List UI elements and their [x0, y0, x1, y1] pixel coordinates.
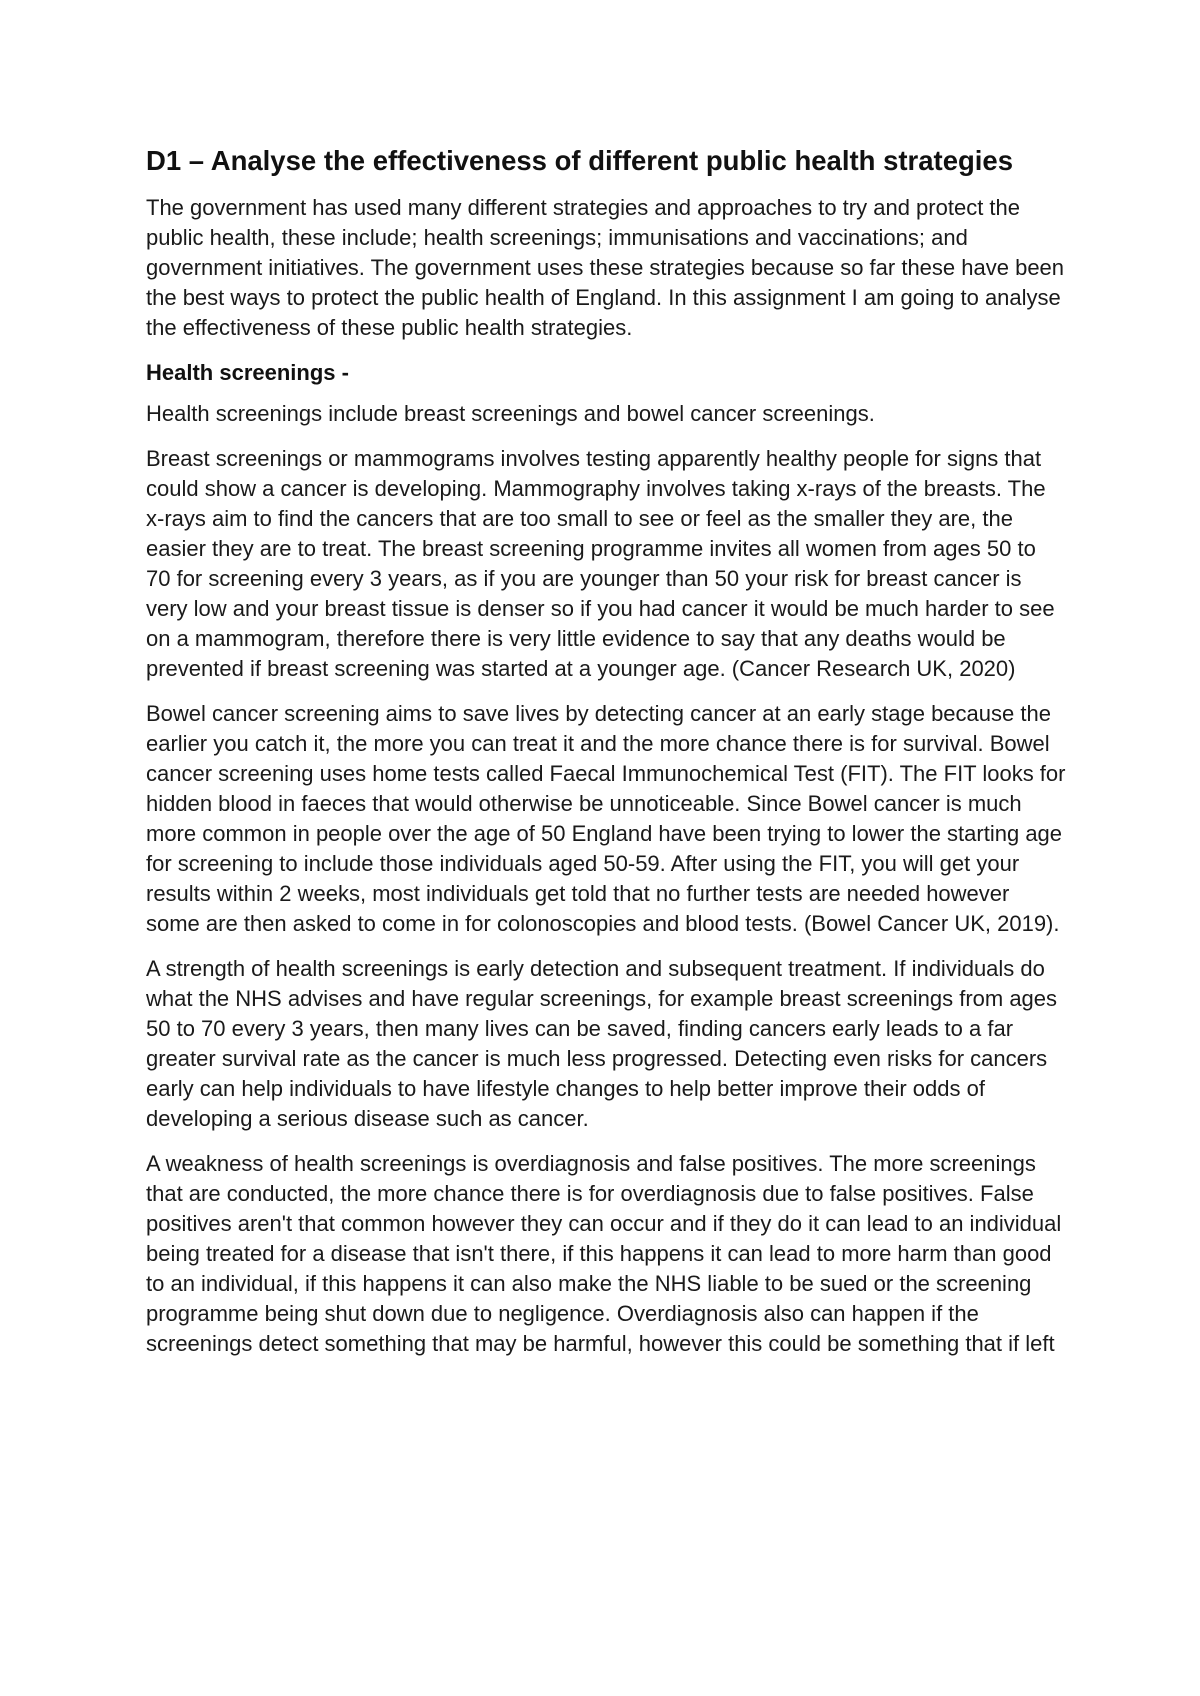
section-heading-health-screenings: Health screenings -: [146, 360, 349, 385]
intro-paragraph: The government has used many different strategies and approaches to try and protect the public health, these include; health screenings; immunisations and vaccinations; and government initiatives. The government uses these strategies because so far these have been the best ways to protect the public health of England. In this assignment I am going to analyse the effectiveness of these public health strategies.: [146, 195, 1065, 340]
paragraph-weakness: A weakness of health screenings is overdiagnosis and false positives. The more screenings that are conducted, the more chance there is for overdiagnosis due to false positives. False positives aren't that common however they can occur and if they do it can lead to an individual being treated for a disease that isn't there, if this happens it can lead to more harm than good to an individual, if this happens it can also make the NHS liable to be sued or the screening programme being shut down due to negligence. Overdiagnosis also can happen if the screenings detect something that may be harmful, however this could be something that if left: [146, 1151, 1062, 1356]
paragraph-strength: A strength of health screenings is early detection and subsequent treatment. If individuals do what the NHS advises and have regular screenings, for example breast screenings from ages 50 to 70 every 3 years, then many lives can be saved, finding cancers early leads to a far greater survival rate as the cancer is much less progressed. Detecting even risks for cancers early can help individuals to have lifestyle changes to help better improve their odds of developing a serious disease such as cancer.: [146, 956, 1058, 1131]
document-title: D1 – Analyse the effectiveness of different public health strategies: [146, 145, 1014, 176]
document-body: [146, 143, 1066, 1374]
paragraph-bowel-screening: Bowel cancer screening aims to save lives by detecting cancer at an early stage because the earlier you catch it, the more you can treat it and the more chance there is for survival. Bowel cancer screening uses home tests called Faecal Immunochemical Test (FIT). The FIT looks for hidden blood in faeces that would otherwise be unnoticeable. Since Bowel cancer is much more common in people over the age of 50 England have been trying to lower the starting age for screening to include those individuals aged 50-59. After using the FIT, you will get your results within 2 weeks, most individuals get told that no further tests are needed however some are then asked to come in for colonoscopies and blood tests. (Bowel Cancer UK, 2019).: [146, 701, 1066, 936]
paragraph-breast-screening: Breast screenings or mammograms involves testing apparently healthy people for signs that could show a cancer is developing. Mammography involves taking x-rays of the breasts. The x-rays aim to find the cancers that are too small to see or feel as the smaller they are, the easier they are to treat. The breast screening programme invites all women from ages 50 to 70 for screening every 3 years, as if you are younger than 50 your risk for breast cancer is very low and your breast tissue is denser so if you had cancer it would be much harder to see on a mammogram, therefore there is very little evidence to say that any deaths would be prevented if breast screening was started at a younger age. (Cancer Research UK, 2020): [146, 446, 1055, 681]
paragraph-screenings-overview: Health screenings include breast screenings and bowel cancer screenings.: [146, 401, 875, 426]
